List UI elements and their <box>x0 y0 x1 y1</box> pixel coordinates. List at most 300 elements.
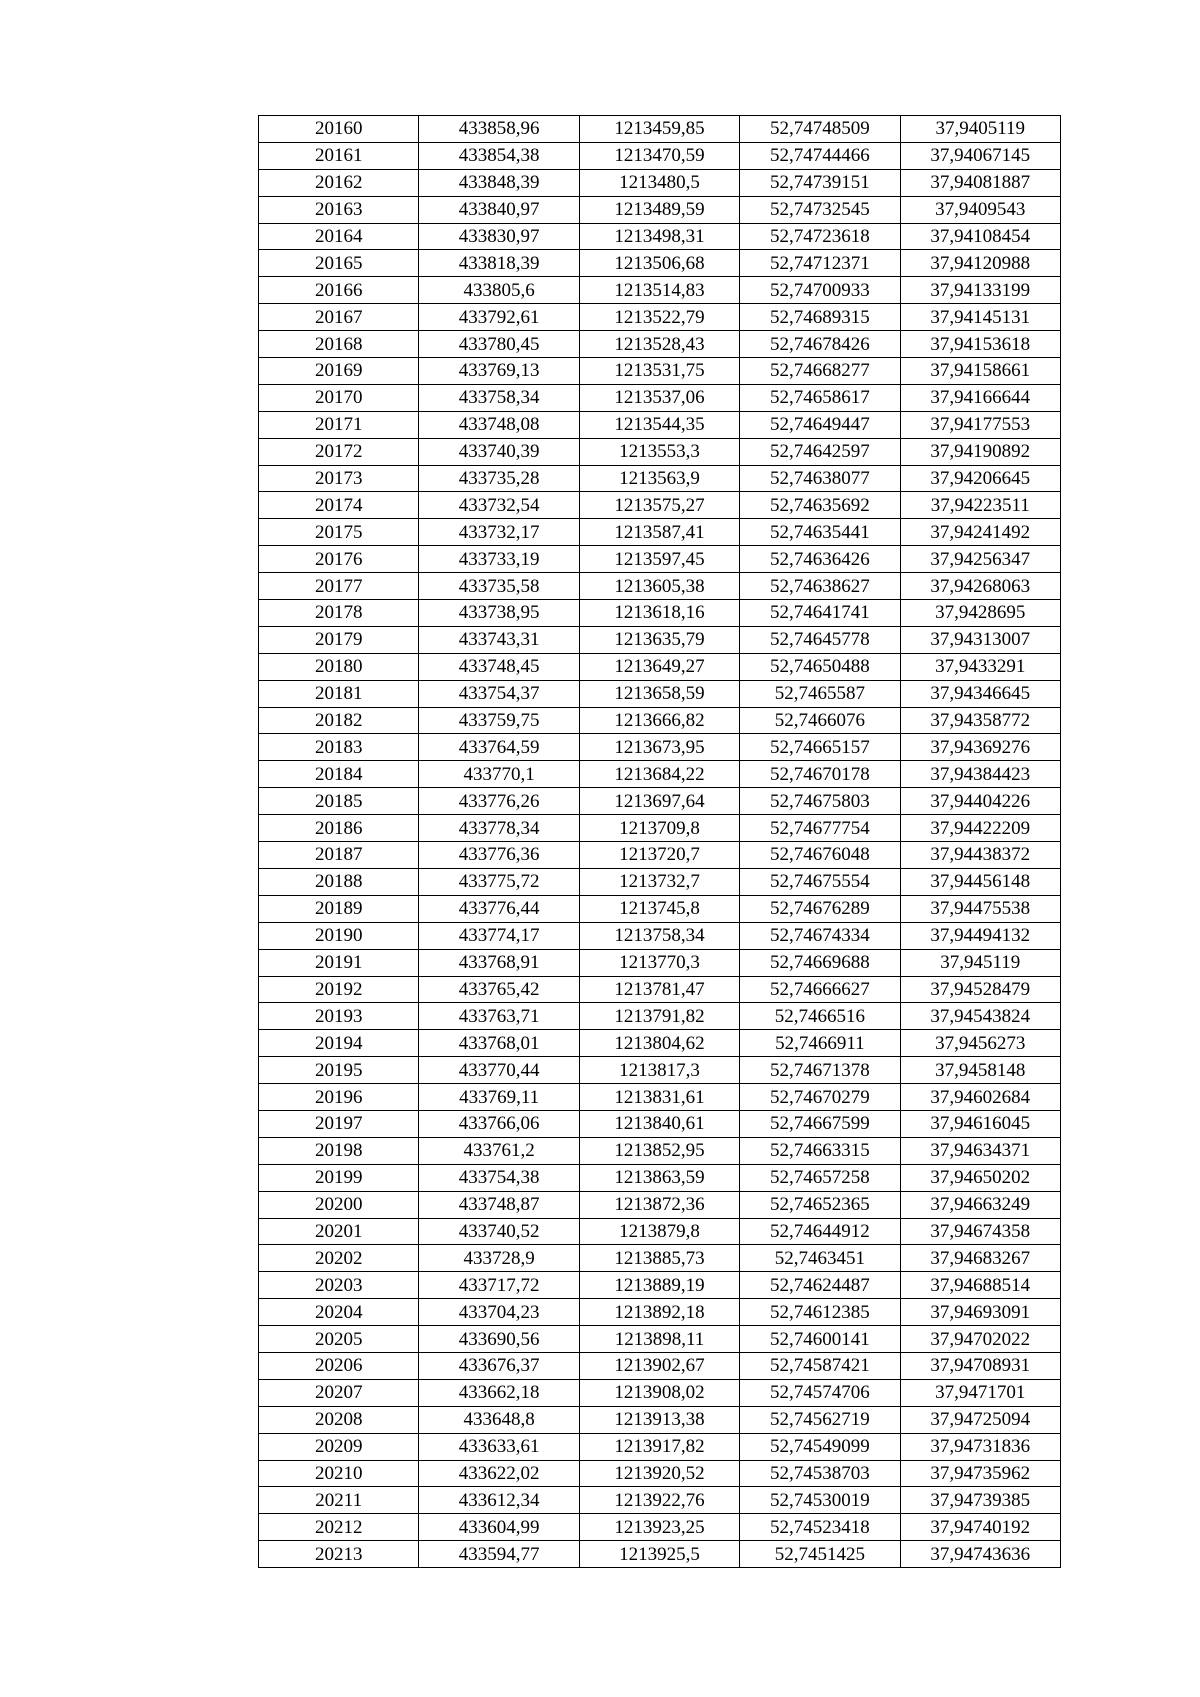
longitude-cell: 37,94422209 <box>900 815 1060 842</box>
table-row <box>259 1110 1061 1137</box>
latitude-cell: 52,7465587 <box>740 680 900 707</box>
latitude-cell: 52,74530019 <box>740 1487 900 1514</box>
coord-x-cell: 433776,36 <box>419 842 579 869</box>
table-row <box>259 519 1061 546</box>
coord-y-cell: 1213852,95 <box>579 1137 739 1164</box>
table-row <box>259 250 1061 277</box>
latitude-cell: 52,74744466 <box>740 142 900 169</box>
point-number-cell: 20161 <box>259 142 419 169</box>
table-row <box>259 358 1061 385</box>
coord-y-cell: 1213489,59 <box>579 196 739 223</box>
table-row <box>259 1218 1061 1245</box>
table-row <box>259 384 1061 411</box>
point-number-cell: 20207 <box>259 1379 419 1406</box>
coord-x-cell: 433769,13 <box>419 358 579 385</box>
table-row <box>259 1379 1061 1406</box>
point-number-cell: 20204 <box>259 1299 419 1326</box>
table-row <box>259 1299 1061 1326</box>
coord-y-cell: 1213544,35 <box>579 411 739 438</box>
table-row <box>259 1460 1061 1487</box>
latitude-cell: 52,74635692 <box>740 492 900 519</box>
coord-y-cell: 1213913,38 <box>579 1406 739 1433</box>
coord-y-cell: 1213587,41 <box>579 519 739 546</box>
coord-y-cell: 1213684,22 <box>579 761 739 788</box>
table-row <box>259 922 1061 949</box>
coord-y-cell: 1213917,82 <box>579 1433 739 1460</box>
table-row <box>259 573 1061 600</box>
latitude-cell: 52,74668277 <box>740 358 900 385</box>
coord-x-cell: 433662,18 <box>419 1379 579 1406</box>
coord-y-cell: 1213892,18 <box>579 1299 739 1326</box>
coord-x-cell: 433805,6 <box>419 277 579 304</box>
coord-y-cell: 1213791,82 <box>579 1003 739 1030</box>
coord-x-cell: 433765,42 <box>419 976 579 1003</box>
coord-x-cell: 433854,38 <box>419 142 579 169</box>
point-number-cell: 20170 <box>259 384 419 411</box>
point-number-cell: 20205 <box>259 1326 419 1353</box>
table-row <box>259 196 1061 223</box>
point-number-cell: 20174 <box>259 492 419 519</box>
coord-x-cell: 433768,91 <box>419 949 579 976</box>
table-row <box>259 1406 1061 1433</box>
longitude-cell: 37,94475538 <box>900 895 1060 922</box>
longitude-cell: 37,94145131 <box>900 304 1060 331</box>
coord-y-cell: 1213553,3 <box>579 438 739 465</box>
coord-y-cell: 1213831,61 <box>579 1084 739 1111</box>
latitude-cell: 52,74657258 <box>740 1164 900 1191</box>
latitude-cell: 52,74666627 <box>740 976 900 1003</box>
point-number-cell: 20160 <box>259 116 419 143</box>
longitude-cell: 37,94725094 <box>900 1406 1060 1433</box>
longitude-cell: 37,94081887 <box>900 169 1060 196</box>
longitude-cell: 37,94190892 <box>900 438 1060 465</box>
longitude-cell: 37,94404226 <box>900 788 1060 815</box>
coord-x-cell: 433776,44 <box>419 895 579 922</box>
coord-x-cell: 433690,56 <box>419 1326 579 1353</box>
table-row <box>259 734 1061 761</box>
latitude-cell: 52,74638077 <box>740 465 900 492</box>
latitude-cell: 52,74675554 <box>740 868 900 895</box>
latitude-cell: 52,7466076 <box>740 707 900 734</box>
coord-x-cell: 433604,99 <box>419 1514 579 1541</box>
longitude-cell: 37,9428695 <box>900 600 1060 627</box>
table-row <box>259 1487 1061 1514</box>
latitude-cell: 52,74700933 <box>740 277 900 304</box>
coord-x-cell: 433754,38 <box>419 1164 579 1191</box>
latitude-cell: 52,74523418 <box>740 1514 900 1541</box>
longitude-cell: 37,94369276 <box>900 734 1060 761</box>
point-number-cell: 20182 <box>259 707 419 734</box>
point-number-cell: 20197 <box>259 1110 419 1137</box>
longitude-cell: 37,94256347 <box>900 546 1060 573</box>
coordinates-table-body <box>259 116 1061 1568</box>
longitude-cell: 37,94223511 <box>900 492 1060 519</box>
table-row <box>259 1352 1061 1379</box>
coord-y-cell: 1213514,83 <box>579 277 739 304</box>
table-row <box>259 1514 1061 1541</box>
coord-x-cell: 433743,31 <box>419 626 579 653</box>
longitude-cell: 37,94358772 <box>900 707 1060 734</box>
coord-x-cell: 433776,26 <box>419 788 579 815</box>
latitude-cell: 52,74574706 <box>740 1379 900 1406</box>
longitude-cell: 37,94268063 <box>900 573 1060 600</box>
coord-x-cell: 433748,87 <box>419 1191 579 1218</box>
latitude-cell: 52,74636426 <box>740 546 900 573</box>
coord-y-cell: 1213531,75 <box>579 358 739 385</box>
coord-x-cell: 433761,2 <box>419 1137 579 1164</box>
longitude-cell: 37,945119 <box>900 949 1060 976</box>
coord-x-cell: 433717,72 <box>419 1272 579 1299</box>
coord-y-cell: 1213898,11 <box>579 1326 739 1353</box>
latitude-cell: 52,74712371 <box>740 250 900 277</box>
coord-y-cell: 1213459,85 <box>579 116 739 143</box>
longitude-cell: 37,94740192 <box>900 1514 1060 1541</box>
longitude-cell: 37,94456148 <box>900 868 1060 895</box>
coord-y-cell: 1213597,45 <box>579 546 739 573</box>
table-row <box>259 223 1061 250</box>
point-number-cell: 20176 <box>259 546 419 573</box>
longitude-cell: 37,94616045 <box>900 1110 1060 1137</box>
coord-x-cell: 433676,37 <box>419 1352 579 1379</box>
coord-x-cell: 433840,97 <box>419 196 579 223</box>
coord-x-cell: 433792,61 <box>419 304 579 331</box>
latitude-cell: 52,7463451 <box>740 1245 900 1272</box>
coord-y-cell: 1213781,47 <box>579 976 739 1003</box>
table-row <box>259 868 1061 895</box>
coord-y-cell: 1213732,7 <box>579 868 739 895</box>
longitude-cell: 37,94177553 <box>900 411 1060 438</box>
coord-y-cell: 1213658,59 <box>579 680 739 707</box>
table-row <box>259 304 1061 331</box>
point-number-cell: 20191 <box>259 949 419 976</box>
table-row <box>259 1245 1061 1272</box>
point-number-cell: 20171 <box>259 411 419 438</box>
table-row <box>259 1326 1061 1353</box>
point-number-cell: 20199 <box>259 1164 419 1191</box>
point-number-cell: 20201 <box>259 1218 419 1245</box>
latitude-cell: 52,74670279 <box>740 1084 900 1111</box>
point-number-cell: 20178 <box>259 600 419 627</box>
latitude-cell: 52,74658617 <box>740 384 900 411</box>
latitude-cell: 52,74665157 <box>740 734 900 761</box>
latitude-cell: 52,7466911 <box>740 1030 900 1057</box>
coord-y-cell: 1213840,61 <box>579 1110 739 1137</box>
coord-y-cell: 1213920,52 <box>579 1460 739 1487</box>
coord-y-cell: 1213649,27 <box>579 653 739 680</box>
coord-y-cell: 1213618,16 <box>579 600 739 627</box>
longitude-cell: 37,94438372 <box>900 842 1060 869</box>
coord-y-cell: 1213902,67 <box>579 1352 739 1379</box>
point-number-cell: 20166 <box>259 277 419 304</box>
coord-x-cell: 433622,02 <box>419 1460 579 1487</box>
longitude-cell: 37,94739385 <box>900 1487 1060 1514</box>
coord-y-cell: 1213498,31 <box>579 223 739 250</box>
table-row <box>259 411 1061 438</box>
coord-x-cell: 433764,59 <box>419 734 579 761</box>
coord-x-cell: 433732,54 <box>419 492 579 519</box>
longitude-cell: 37,94528479 <box>900 976 1060 1003</box>
longitude-cell: 37,94313007 <box>900 626 1060 653</box>
coord-y-cell: 1213817,3 <box>579 1057 739 1084</box>
longitude-cell: 37,94663249 <box>900 1191 1060 1218</box>
longitude-cell: 37,94206645 <box>900 465 1060 492</box>
latitude-cell: 52,74600141 <box>740 1326 900 1353</box>
coord-x-cell: 433748,08 <box>419 411 579 438</box>
point-number-cell: 20168 <box>259 331 419 358</box>
latitude-cell: 52,74732545 <box>740 196 900 223</box>
longitude-cell: 37,94346645 <box>900 680 1060 707</box>
point-number-cell: 20195 <box>259 1057 419 1084</box>
point-number-cell: 20190 <box>259 922 419 949</box>
table-row <box>259 277 1061 304</box>
point-number-cell: 20212 <box>259 1514 419 1541</box>
table-row <box>259 1164 1061 1191</box>
coord-x-cell: 433770,44 <box>419 1057 579 1084</box>
point-number-cell: 20188 <box>259 868 419 895</box>
latitude-cell: 52,74652365 <box>740 1191 900 1218</box>
point-number-cell: 20180 <box>259 653 419 680</box>
point-number-cell: 20163 <box>259 196 419 223</box>
coord-x-cell: 433758,34 <box>419 384 579 411</box>
point-number-cell: 20183 <box>259 734 419 761</box>
longitude-cell: 37,94743636 <box>900 1541 1060 1568</box>
latitude-cell: 52,7466516 <box>740 1003 900 1030</box>
longitude-cell: 37,94158661 <box>900 358 1060 385</box>
coord-y-cell: 1213770,3 <box>579 949 739 976</box>
latitude-cell: 52,74612385 <box>740 1299 900 1326</box>
latitude-cell: 52,7451425 <box>740 1541 900 1568</box>
coord-y-cell: 1213605,38 <box>579 573 739 600</box>
longitude-cell: 37,9456273 <box>900 1030 1060 1057</box>
table-row <box>259 116 1061 143</box>
table-row <box>259 492 1061 519</box>
coord-y-cell: 1213480,5 <box>579 169 739 196</box>
coord-y-cell: 1213528,43 <box>579 331 739 358</box>
point-number-cell: 20189 <box>259 895 419 922</box>
table-row <box>259 815 1061 842</box>
point-number-cell: 20200 <box>259 1191 419 1218</box>
coord-x-cell: 433778,34 <box>419 815 579 842</box>
table-row <box>259 1030 1061 1057</box>
table-row <box>259 680 1061 707</box>
latitude-cell: 52,74674334 <box>740 922 900 949</box>
longitude-cell: 37,9409543 <box>900 196 1060 223</box>
point-number-cell: 20209 <box>259 1433 419 1460</box>
latitude-cell: 52,74638627 <box>740 573 900 600</box>
longitude-cell: 37,94543824 <box>900 1003 1060 1030</box>
point-number-cell: 20187 <box>259 842 419 869</box>
coord-x-cell: 433728,9 <box>419 1245 579 1272</box>
point-number-cell: 20192 <box>259 976 419 1003</box>
point-number-cell: 20164 <box>259 223 419 250</box>
latitude-cell: 52,74663315 <box>740 1137 900 1164</box>
coord-y-cell: 1213923,25 <box>579 1514 739 1541</box>
longitude-cell: 37,94384423 <box>900 761 1060 788</box>
coord-x-cell: 433754,37 <box>419 680 579 707</box>
latitude-cell: 52,74587421 <box>740 1352 900 1379</box>
table-row <box>259 895 1061 922</box>
table-row <box>259 1003 1061 1030</box>
point-number-cell: 20193 <box>259 1003 419 1030</box>
point-number-cell: 20210 <box>259 1460 419 1487</box>
longitude-cell: 37,94731836 <box>900 1433 1060 1460</box>
table-row <box>259 331 1061 358</box>
longitude-cell: 37,94735962 <box>900 1460 1060 1487</box>
coord-x-cell: 433769,11 <box>419 1084 579 1111</box>
table-row <box>259 169 1061 196</box>
table-row <box>259 788 1061 815</box>
table-row <box>259 546 1061 573</box>
coord-y-cell: 1213925,5 <box>579 1541 739 1568</box>
table-row <box>259 1541 1061 1568</box>
coord-x-cell: 433735,28 <box>419 465 579 492</box>
point-number-cell: 20198 <box>259 1137 419 1164</box>
longitude-cell: 37,9471701 <box>900 1379 1060 1406</box>
table-row <box>259 626 1061 653</box>
point-number-cell: 20165 <box>259 250 419 277</box>
coord-y-cell: 1213563,9 <box>579 465 739 492</box>
point-number-cell: 20177 <box>259 573 419 600</box>
longitude-cell: 37,94108454 <box>900 223 1060 250</box>
latitude-cell: 52,74642597 <box>740 438 900 465</box>
longitude-cell: 37,94067145 <box>900 142 1060 169</box>
table-row <box>259 1057 1061 1084</box>
point-number-cell: 20173 <box>259 465 419 492</box>
latitude-cell: 52,74669688 <box>740 949 900 976</box>
longitude-cell: 37,94702022 <box>900 1326 1060 1353</box>
table-row <box>259 976 1061 1003</box>
latitude-cell: 52,74635441 <box>740 519 900 546</box>
coord-x-cell: 433732,17 <box>419 519 579 546</box>
coord-y-cell: 1213758,34 <box>579 922 739 949</box>
table-row <box>259 949 1061 976</box>
coord-x-cell: 433774,17 <box>419 922 579 949</box>
coord-x-cell: 433633,61 <box>419 1433 579 1460</box>
point-number-cell: 20196 <box>259 1084 419 1111</box>
table-row <box>259 707 1061 734</box>
longitude-cell: 37,94688514 <box>900 1272 1060 1299</box>
longitude-cell: 37,9405119 <box>900 116 1060 143</box>
coordinates-table <box>258 115 1061 1568</box>
coord-y-cell: 1213720,7 <box>579 842 739 869</box>
coord-x-cell: 433770,1 <box>419 761 579 788</box>
latitude-cell: 52,74549099 <box>740 1433 900 1460</box>
point-number-cell: 20208 <box>259 1406 419 1433</box>
coord-y-cell: 1213922,76 <box>579 1487 739 1514</box>
point-number-cell: 20172 <box>259 438 419 465</box>
coord-x-cell: 433738,95 <box>419 600 579 627</box>
coord-x-cell: 433848,39 <box>419 169 579 196</box>
coord-y-cell: 1213908,02 <box>579 1379 739 1406</box>
coord-y-cell: 1213697,64 <box>579 788 739 815</box>
point-number-cell: 20211 <box>259 1487 419 1514</box>
coord-y-cell: 1213666,82 <box>579 707 739 734</box>
coord-y-cell: 1213506,68 <box>579 250 739 277</box>
coord-y-cell: 1213575,27 <box>579 492 739 519</box>
latitude-cell: 52,74689315 <box>740 304 900 331</box>
longitude-cell: 37,94634371 <box>900 1137 1060 1164</box>
coord-y-cell: 1213804,62 <box>579 1030 739 1057</box>
coord-x-cell: 433704,23 <box>419 1299 579 1326</box>
coord-x-cell: 433748,45 <box>419 653 579 680</box>
coord-x-cell: 433740,39 <box>419 438 579 465</box>
longitude-cell: 37,94674358 <box>900 1218 1060 1245</box>
table-row <box>259 761 1061 788</box>
table-row <box>259 142 1061 169</box>
coord-x-cell: 433768,01 <box>419 1030 579 1057</box>
coord-y-cell: 1213879,8 <box>579 1218 739 1245</box>
latitude-cell: 52,74670178 <box>740 761 900 788</box>
point-number-cell: 20203 <box>259 1272 419 1299</box>
point-number-cell: 20167 <box>259 304 419 331</box>
longitude-cell: 37,94693091 <box>900 1299 1060 1326</box>
point-number-cell: 20179 <box>259 626 419 653</box>
point-number-cell: 20186 <box>259 815 419 842</box>
point-number-cell: 20181 <box>259 680 419 707</box>
longitude-cell: 37,94494132 <box>900 922 1060 949</box>
latitude-cell: 52,74677754 <box>740 815 900 842</box>
latitude-cell: 52,74671378 <box>740 1057 900 1084</box>
coord-x-cell: 433594,77 <box>419 1541 579 1568</box>
longitude-cell: 37,9433291 <box>900 653 1060 680</box>
coord-y-cell: 1213745,8 <box>579 895 739 922</box>
coord-x-cell: 433612,34 <box>419 1487 579 1514</box>
longitude-cell: 37,94683267 <box>900 1245 1060 1272</box>
point-number-cell: 20162 <box>259 169 419 196</box>
point-number-cell: 20206 <box>259 1352 419 1379</box>
latitude-cell: 52,74641741 <box>740 600 900 627</box>
latitude-cell: 52,74748509 <box>740 116 900 143</box>
coord-x-cell: 433740,52 <box>419 1218 579 1245</box>
coord-x-cell: 433648,8 <box>419 1406 579 1433</box>
latitude-cell: 52,74676048 <box>740 842 900 869</box>
coord-x-cell: 433780,45 <box>419 331 579 358</box>
latitude-cell: 52,74649447 <box>740 411 900 438</box>
latitude-cell: 52,74562719 <box>740 1406 900 1433</box>
coord-x-cell: 433775,72 <box>419 868 579 895</box>
latitude-cell: 52,74644912 <box>740 1218 900 1245</box>
latitude-cell: 52,74739151 <box>740 169 900 196</box>
table-row <box>259 1191 1061 1218</box>
point-number-cell: 20202 <box>259 1245 419 1272</box>
coord-x-cell: 433763,71 <box>419 1003 579 1030</box>
longitude-cell: 37,94241492 <box>900 519 1060 546</box>
point-number-cell: 20169 <box>259 358 419 385</box>
latitude-cell: 52,74645778 <box>740 626 900 653</box>
longitude-cell: 37,94133199 <box>900 277 1060 304</box>
point-number-cell: 20213 <box>259 1541 419 1568</box>
coord-y-cell: 1213635,79 <box>579 626 739 653</box>
coord-x-cell: 433818,39 <box>419 250 579 277</box>
table-row <box>259 842 1061 869</box>
table-row <box>259 1433 1061 1460</box>
coord-y-cell: 1213709,8 <box>579 815 739 842</box>
longitude-cell: 37,94166644 <box>900 384 1060 411</box>
coord-x-cell: 433759,75 <box>419 707 579 734</box>
latitude-cell: 52,74678426 <box>740 331 900 358</box>
table-row <box>259 653 1061 680</box>
table-row <box>259 438 1061 465</box>
latitude-cell: 52,74675803 <box>740 788 900 815</box>
coord-y-cell: 1213863,59 <box>579 1164 739 1191</box>
coord-y-cell: 1213470,59 <box>579 142 739 169</box>
coord-x-cell: 433858,96 <box>419 116 579 143</box>
latitude-cell: 52,74676289 <box>740 895 900 922</box>
longitude-cell: 37,94650202 <box>900 1164 1060 1191</box>
latitude-cell: 52,74667599 <box>740 1110 900 1137</box>
latitude-cell: 52,74723618 <box>740 223 900 250</box>
coord-x-cell: 433766,06 <box>419 1110 579 1137</box>
